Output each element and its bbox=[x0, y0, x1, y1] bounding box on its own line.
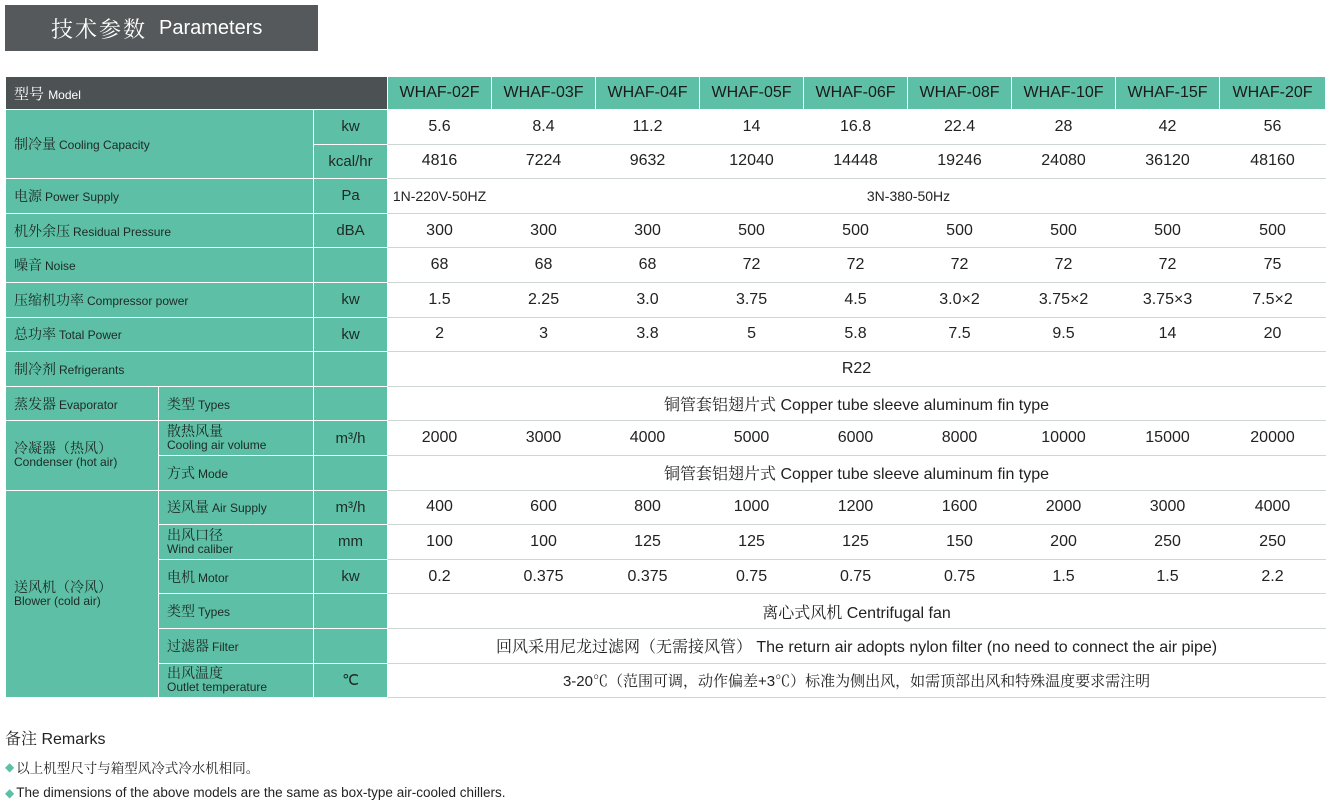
value-cell: 14448 bbox=[804, 144, 908, 179]
unit-cell bbox=[314, 594, 388, 629]
value-cell: 0.375 bbox=[596, 559, 700, 594]
value-cell: 3.75 bbox=[700, 282, 804, 317]
value-cell: 500 bbox=[804, 213, 908, 248]
value-cell: 200 bbox=[1012, 525, 1116, 560]
value-cell: 500 bbox=[1012, 213, 1116, 248]
value-cell: 1600 bbox=[908, 490, 1012, 525]
value-cell: 24080 bbox=[1012, 144, 1116, 179]
value-cell: 2.25 bbox=[492, 282, 596, 317]
remarks-title: 备注 Remarks bbox=[5, 731, 106, 748]
value-cell: 1.5 bbox=[388, 282, 492, 317]
model-header: WHAF-04F bbox=[596, 77, 700, 110]
total-power-label: 总功率 Total Power bbox=[6, 317, 314, 352]
unit-cell: kw bbox=[314, 559, 388, 594]
value-cell: 600 bbox=[492, 490, 596, 525]
value-cell: 19246 bbox=[908, 144, 1012, 179]
unit-cell: m³/h bbox=[314, 421, 388, 456]
value-cell: 250 bbox=[1220, 525, 1326, 560]
value-cell: 22.4 bbox=[908, 110, 1012, 145]
value-cell: 72 bbox=[700, 248, 804, 283]
model-row bbox=[6, 77, 1326, 110]
value-cell: 3.8 bbox=[596, 317, 700, 352]
value-cell: 2000 bbox=[388, 421, 492, 456]
value-cell: 42 bbox=[1116, 110, 1220, 145]
value-cell: 68 bbox=[596, 248, 700, 283]
refrigerant-row bbox=[6, 352, 1326, 387]
unit-cell: kw bbox=[314, 282, 388, 317]
value-cell: 8.4 bbox=[492, 110, 596, 145]
remark-item bbox=[5, 757, 505, 777]
value-cell: 12040 bbox=[700, 144, 804, 179]
value-cell: 3.75×3 bbox=[1116, 282, 1220, 317]
cooling-air-volume-label: 散热风量 Cooling air volume bbox=[159, 421, 314, 456]
noise-label: 噪音 Noise bbox=[6, 248, 314, 283]
condenser-label: 冷凝器（热风） Condenser (hot air) bbox=[6, 421, 159, 490]
compressor-row bbox=[6, 282, 1326, 317]
unit-cell: dBA bbox=[314, 213, 388, 248]
value-cell: 150 bbox=[908, 525, 1012, 560]
wind-caliber-label: 出风口径 Wind caliber bbox=[159, 525, 314, 560]
motor-label: 电机 Motor bbox=[159, 559, 314, 594]
wind-caliber-row bbox=[6, 525, 1326, 560]
value-cell: 500 bbox=[1220, 213, 1326, 248]
blower-types-label: 类型 Types bbox=[159, 594, 314, 629]
value-cell: 28 bbox=[1012, 110, 1116, 145]
value-cell: 500 bbox=[700, 213, 804, 248]
section-title-zh: 技术参数 bbox=[51, 17, 148, 43]
value-cell: 48160 bbox=[1220, 144, 1326, 179]
diamond-bullet-icon: ◆ bbox=[5, 785, 15, 800]
value-cell: 14 bbox=[1116, 317, 1220, 352]
model-header: WHAF-20F bbox=[1220, 77, 1326, 110]
evaporator-types-label: 类型 Types bbox=[159, 386, 314, 421]
model-header: WHAF-10F bbox=[1012, 77, 1116, 110]
cooling-kw-row bbox=[6, 110, 1326, 145]
value-cell: 5.8 bbox=[804, 317, 908, 352]
blower-types-row bbox=[6, 594, 1326, 629]
section-title bbox=[5, 5, 318, 51]
unit-cell: kw bbox=[314, 317, 388, 352]
value-cell: 0.375 bbox=[492, 559, 596, 594]
value-cell: 0.75 bbox=[700, 559, 804, 594]
unit-cell bbox=[314, 248, 388, 283]
air-supply-label: 送风量 Air Supply bbox=[159, 490, 314, 525]
value-cell: 4000 bbox=[596, 421, 700, 456]
value-cell: 0.75 bbox=[804, 559, 908, 594]
power-supply-row bbox=[6, 179, 1326, 214]
value-cell: 125 bbox=[804, 525, 908, 560]
condenser-mode-row bbox=[6, 455, 1326, 490]
value-cell: 7.5 bbox=[908, 317, 1012, 352]
remarks-section bbox=[5, 726, 505, 800]
model-header: WHAF-15F bbox=[1116, 77, 1220, 110]
value-cell: 250 bbox=[1116, 525, 1220, 560]
value-cell: 3-20℃（范围可调，动作偏差+3℃）标准为侧出风，如需顶部出风和特殊温度要求需注明 bbox=[388, 663, 1326, 698]
value-cell: 72 bbox=[1012, 248, 1116, 283]
value-cell: 16.8 bbox=[804, 110, 908, 145]
value-cell: 20000 bbox=[1220, 421, 1326, 456]
value-cell: 72 bbox=[1116, 248, 1220, 283]
value-cell: R22 bbox=[388, 352, 1326, 387]
power-supply-label: 电源 Power Supply bbox=[6, 179, 314, 214]
filter-label: 过滤器 Filter bbox=[159, 628, 314, 663]
diamond-bullet-icon: ◆ bbox=[5, 760, 15, 774]
value-cell: 6000 bbox=[804, 421, 908, 456]
value-cell: 36120 bbox=[1116, 144, 1220, 179]
model-header: WHAF-02F bbox=[388, 77, 492, 110]
value-cell: 3 bbox=[492, 317, 596, 352]
value-cell: 9632 bbox=[596, 144, 700, 179]
unit-cell bbox=[314, 455, 388, 490]
section-title-en: Parameters bbox=[159, 16, 263, 39]
value-cell: 5.6 bbox=[388, 110, 492, 145]
value-cell: 800 bbox=[596, 490, 700, 525]
outlet-temperature-row bbox=[6, 663, 1326, 698]
value-cell: 0.2 bbox=[388, 559, 492, 594]
value-cell: 125 bbox=[700, 525, 804, 560]
value-cell: 56 bbox=[1220, 110, 1326, 145]
value-cell: 铜管套铝翅片式 Copper tube sleeve aluminum fin type bbox=[388, 455, 1326, 490]
unit-cell: mm bbox=[314, 525, 388, 560]
model-header: WHAF-06F bbox=[804, 77, 908, 110]
value-cell: 500 bbox=[908, 213, 1012, 248]
value-cell: 离心式风机 Centrifugal fan bbox=[388, 594, 1326, 629]
value-cell: 5000 bbox=[700, 421, 804, 456]
value-cell: 铜管套铝翅片式 Copper tube sleeve aluminum fin type bbox=[388, 386, 1326, 421]
value-cell: 300 bbox=[596, 213, 700, 248]
evaporator-row bbox=[6, 386, 1326, 421]
unit-cell: ℃ bbox=[314, 663, 388, 698]
value-cell: 3.75×2 bbox=[1012, 282, 1116, 317]
value-cell: 100 bbox=[492, 525, 596, 560]
value-cell: 0.75 bbox=[908, 559, 1012, 594]
value-cell: 2000 bbox=[1012, 490, 1116, 525]
value-cell: 1.5 bbox=[1012, 559, 1116, 594]
value-cell: 2.2 bbox=[1220, 559, 1326, 594]
value-cell: 14 bbox=[700, 110, 804, 145]
compressor-label: 压缩机功率 Compressor power bbox=[6, 282, 314, 317]
parameters-table bbox=[5, 76, 1326, 698]
blower-air-row bbox=[6, 490, 1326, 525]
value-cell: 72 bbox=[908, 248, 1012, 283]
value-cell: 7.5×2 bbox=[1220, 282, 1326, 317]
noise-row bbox=[6, 248, 1326, 283]
value-cell: 4.5 bbox=[804, 282, 908, 317]
unit-cell: Pa bbox=[314, 179, 388, 214]
value-cell: 9.5 bbox=[1012, 317, 1116, 352]
value-cell: 400 bbox=[388, 490, 492, 525]
value-cell: 3.0×2 bbox=[908, 282, 1012, 317]
condenser-volume-row bbox=[6, 421, 1326, 456]
value-cell: 500 bbox=[1116, 213, 1220, 248]
model-header: WHAF-05F bbox=[700, 77, 804, 110]
value-cell: 3000 bbox=[492, 421, 596, 456]
value-cell: 68 bbox=[492, 248, 596, 283]
remark-text: The dimensions of the above models are the same as box-type air-cooled chillers. bbox=[16, 785, 506, 800]
model-header: WHAF-08F bbox=[908, 77, 1012, 110]
value-cell: 7224 bbox=[492, 144, 596, 179]
value-cell: 72 bbox=[804, 248, 908, 283]
unit-cell: kw bbox=[314, 110, 388, 145]
value-cell: 3N-380-50Hz bbox=[492, 179, 1326, 214]
value-cell: 15000 bbox=[1116, 421, 1220, 456]
residual-pressure-label: 机外余压 Residual Pressure bbox=[6, 213, 314, 248]
value-cell: 300 bbox=[492, 213, 596, 248]
value-cell: 1200 bbox=[804, 490, 908, 525]
value-cell: 125 bbox=[596, 525, 700, 560]
cooling-capacity-label: 制冷量 Cooling Capacity bbox=[6, 110, 314, 179]
value-cell: 3000 bbox=[1116, 490, 1220, 525]
value-cell: 回风采用尼龙过滤网（无需接风管） The return air adopts nylon filter (no need to connect the air pipe) bbox=[388, 628, 1326, 663]
refrigerant-label: 制冷剂 Refrigerants bbox=[6, 352, 314, 387]
evaporator-label: 蒸发器 Evaporator bbox=[6, 386, 159, 421]
value-cell: 20 bbox=[1220, 317, 1326, 352]
residual-pressure-row bbox=[6, 213, 1326, 248]
value-cell: 4000 bbox=[1220, 490, 1326, 525]
motor-row bbox=[6, 559, 1326, 594]
model-header: WHAF-03F bbox=[492, 77, 596, 110]
value-cell: 1N-220V-50HZ bbox=[388, 179, 492, 214]
unit-cell bbox=[314, 352, 388, 387]
remark-item bbox=[5, 785, 505, 800]
unit-cell: m³/h bbox=[314, 490, 388, 525]
model-label: 型号 Model bbox=[6, 77, 388, 110]
condenser-mode-label: 方式 Mode bbox=[159, 455, 314, 490]
outlet-temperature-label: 出风温度 Outlet temperature bbox=[159, 663, 314, 698]
value-cell: 4816 bbox=[388, 144, 492, 179]
remark-text: 以上机型尺寸与箱型风冷式冷水机相同。 bbox=[16, 761, 260, 776]
value-cell: 300 bbox=[388, 213, 492, 248]
value-cell: 1000 bbox=[700, 490, 804, 525]
value-cell: 100 bbox=[388, 525, 492, 560]
value-cell: 75 bbox=[1220, 248, 1326, 283]
filter-row bbox=[6, 628, 1326, 663]
total-power-row bbox=[6, 317, 1326, 352]
value-cell: 10000 bbox=[1012, 421, 1116, 456]
unit-cell bbox=[314, 386, 388, 421]
value-cell: 11.2 bbox=[596, 110, 700, 145]
value-cell: 5 bbox=[700, 317, 804, 352]
unit-cell: kcal/hr bbox=[314, 144, 388, 179]
unit-cell bbox=[314, 628, 388, 663]
value-cell: 1.5 bbox=[1116, 559, 1220, 594]
value-cell: 2 bbox=[388, 317, 492, 352]
value-cell: 8000 bbox=[908, 421, 1012, 456]
value-cell: 68 bbox=[388, 248, 492, 283]
value-cell: 3.0 bbox=[596, 282, 700, 317]
blower-label: 送风机（冷风） Blower (cold air) bbox=[6, 490, 159, 698]
